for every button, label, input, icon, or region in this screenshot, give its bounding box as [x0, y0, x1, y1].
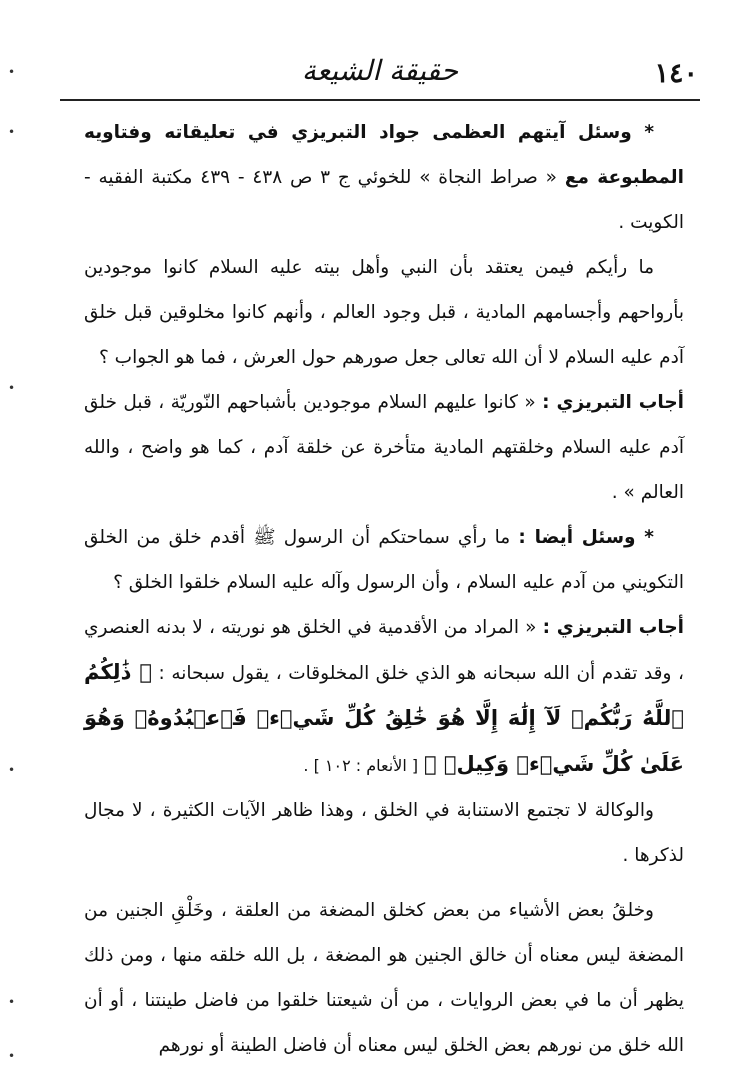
- margin-dot-icon: •: [8, 1049, 16, 1063]
- paragraph-answer-1: [84, 380, 684, 515]
- page-number: ١٤٠: [654, 58, 698, 89]
- paragraph-question-1: [84, 110, 684, 245]
- margin-dot-icon: •: [8, 65, 16, 79]
- margin-dot-icon: •: [8, 125, 16, 139]
- paragraph-text: « كانوا عليهم السلام موجودين بأشباحهم النّوريّة ، قبل خلق آدم عليه السلام وخلقتهم المادية متأخرة عن خلقة آدم ، كما هو واضح ، والله العالم » .: [84, 392, 684, 503]
- header-rule: [60, 99, 700, 101]
- paragraph-question-2: [84, 515, 684, 605]
- paragraph-text: والوكالة لا تجتمع الاستنابة في الخلق ، وهذا ظاهر الآيات الكثيرة ، لا مجال لذكرها .: [84, 800, 684, 866]
- margin-dot-icon: •: [8, 763, 16, 777]
- quran-verse: ﴿ ذَٰلِكُمُ ٱللَّهُ رَبُّكُمۡ لَآ إِلَٰهَ إِلَّا هُوَ خَٰلِقُ كُلِّ شَيۡءٖ فَٱعۡبُدُوهُۚ وَهُوَ عَلَىٰ كُلِّ شَيۡءٖ وَكِيلٞ ﴾: [84, 660, 684, 776]
- paragraph-text: « المراد من الأقدمية في الخلق هو نوريته ، لا بدنه العنصري ، وقد تقدم أن الله سبحانه هو الذي خلق المخلوقات ، يقول سبحانه :: [84, 617, 684, 684]
- paragraph-question-text: [84, 245, 684, 380]
- paragraph-text: ما رأيكم فيمن يعتقد بأن النبي وأهل بيته عليه السلام كانوا موجودين بأرواحهم وأجسامهم المادية ، قبل وجود العالم ، وأنهم كانوا مخلوقين قبل خلق آدم عليه السلام لا أن الله تعالى جعل صورهم حول العرش ، فما هو الجواب ؟: [84, 257, 684, 368]
- margin-dot-icon: •: [8, 381, 16, 395]
- answer-lead: أجاب التبريزي :: [542, 392, 684, 413]
- verse-reference: [ الأنعام : ١٠٢ ] .: [303, 756, 419, 775]
- page-header: [60, 44, 700, 104]
- answer-lead: أجاب التبريزي :: [542, 617, 684, 638]
- paragraph-text: « صراط النجاة » للخوئي ج ٣ ص ٤٣٨ - ٤٣٩ مكتبة الفقيه - الكويت .: [84, 167, 684, 233]
- running-title: حقيقة الشيعة: [301, 54, 459, 87]
- paragraph-answer-2: [84, 605, 684, 788]
- question-lead: * وسئل آيتهم العظمى جواد التبريزي في تعليقاته وفتاويه المطبوعة مع: [84, 122, 684, 188]
- paragraph-text: ما رأي سماحتكم أن الرسول ﷺ أقدم خلق من الخلق التكويني من آدم عليه السلام ، وأن الرسول وآله عليه السلام خلقوا الخلق ؟: [84, 527, 684, 593]
- paragraph-commentary: [84, 888, 684, 1068]
- paragraph-text: وخلقُ بعض الأشياء من بعض كخلق المضغة من العلقة ، وخَلْقِ الجنين من المضغة ليس معناه أن خالق الجنين هو المضغة ، بل الله خلقه منها ، ومن ذلك يظهر أن ما في بعض الروايات ، من أن شيعتنا خلقوا من فاضل طينتنا ، أو أن الله خلق من نورهم بعض الخلق ليس معناه أن فاضل الطينة أو نورهم: [84, 900, 684, 1056]
- question-lead: * وسئل أيضا :: [518, 527, 654, 548]
- paragraph-answer-continued: [84, 788, 684, 878]
- body-text: [84, 110, 684, 1068]
- margin-dot-icon: •: [8, 995, 16, 1009]
